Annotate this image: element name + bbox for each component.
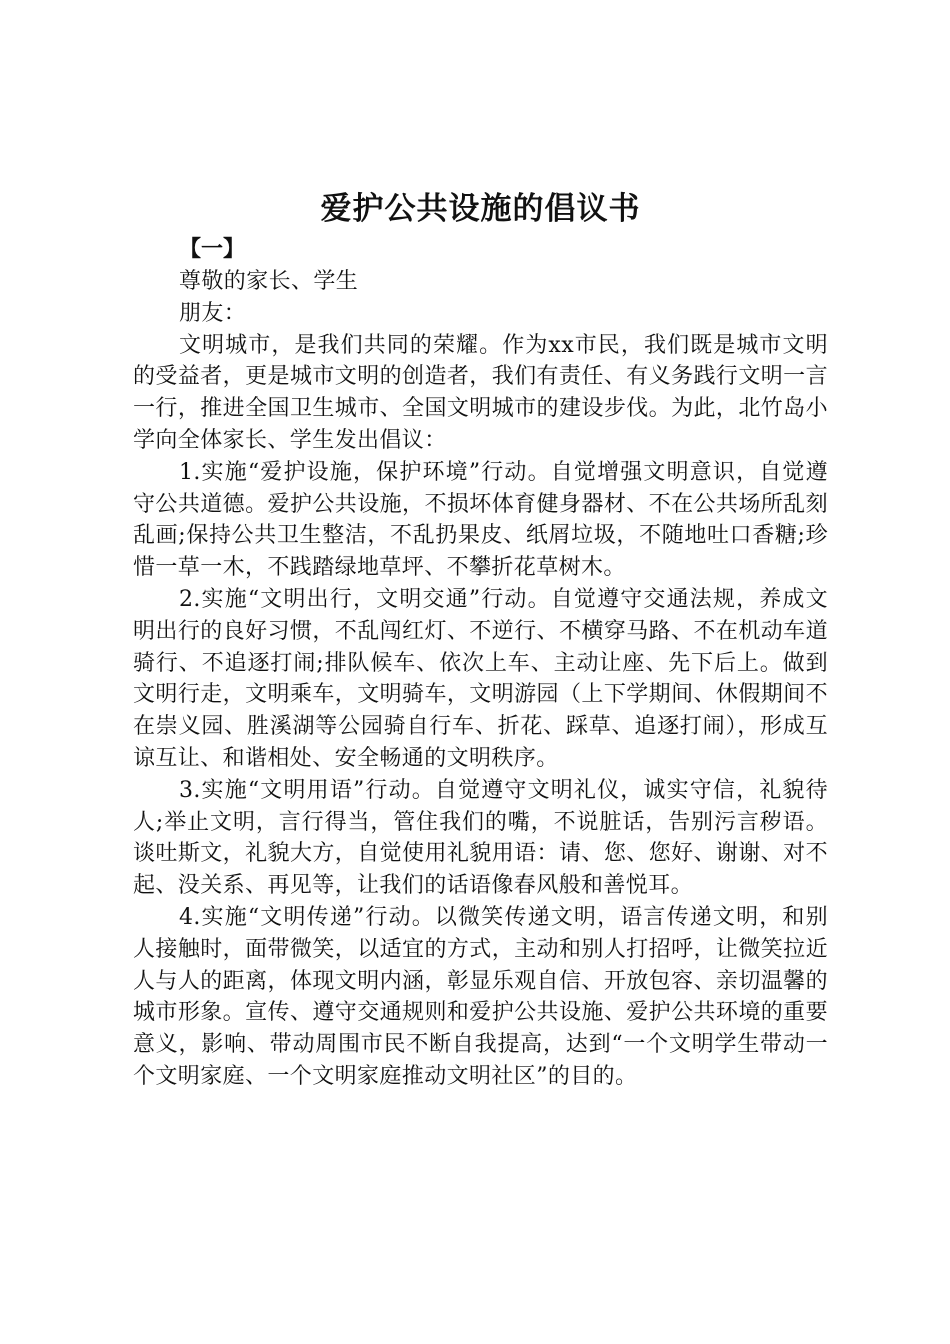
- item-paragraph-4: 4.实施“文明传递”行动。以微笑传递文明，语言传递文明，和别人接触时，面带微笑，以适宜的方式，主动和别人打招呼，让微笑拉近人与人的距离，体现文明内涵，彰显乐观自信、开放包容、亲切温馨的城市形象。宣传、遵守交通规则和爱护公共设施、爱护公共环境的重要意义，影响、带动周围市民不断自我提高，达到“一个文明学生带动一个文明家庭、一个文明家庭推动文明社区”的目的。: [133, 904, 828, 1089]
- item-paragraph-3: 3.实施“文明用语”行动。自觉遵守文明礼仪，诚实守信，礼貌待人;举止文明，言行得当，管住我们的嘴，不说脏话，告别污言秽语。谈吐斯文，礼貌大方，自觉使用礼貌用语：请、您、您好、谢谢、对不起、没关系、再见等，让我们的话语像春风般和善悦耳。: [133, 777, 828, 899]
- item-paragraph-1: 1.实施“爱护设施，保护环境”行动。自觉增强文明意识，自觉遵守公共道德。爱护公共设施，不损坏体育健身器材、不在公共场所乱刻乱画;保持公共卫生整洁，不乱扔果皮、纸屑垃圾，不随地吐口香糖;珍惜一草一木，不践踏绿地草坪、不攀折花草树木。: [133, 459, 828, 581]
- item-paragraph-2: 2.实施“文明出行，文明交通”行动。自觉遵守交通法规，养成文明出行的良好习惯，不乱闯红灯、不逆行、不横穿马路、不在机动车道骑行、不追逐打闹;排队候车、依次上车、主动让座、先下后上。做到文明行走，文明乘车，文明骑车，文明游园（上下学期间、休假期间不在崇义园、胜溪湖等公园骑自行车、折花、踩草、追逐打闹），形成互谅互让、和谐相处、安全畅通的文明秩序。: [133, 586, 828, 771]
- document-title: 爱护公共设施的倡议书: [320, 191, 641, 227]
- intro-paragraph: 文明城市，是我们共同的荣耀。作为xx市民，我们既是城市文明的受益者，更是城市文明的创造者，我们有责任、有义务践行文明一言一行，推进全国卫生城市、全国文明城市的建设步伐。为此，北竹岛小学向全体家长、学生发出倡议：: [133, 332, 828, 453]
- document-page: [133, 186, 828, 1093]
- section-label: 【一】: [179, 237, 246, 262]
- salutation-line-1: 尊敬的家长、学生: [179, 269, 359, 294]
- salutation-line-2: 朋友：: [179, 300, 247, 326]
